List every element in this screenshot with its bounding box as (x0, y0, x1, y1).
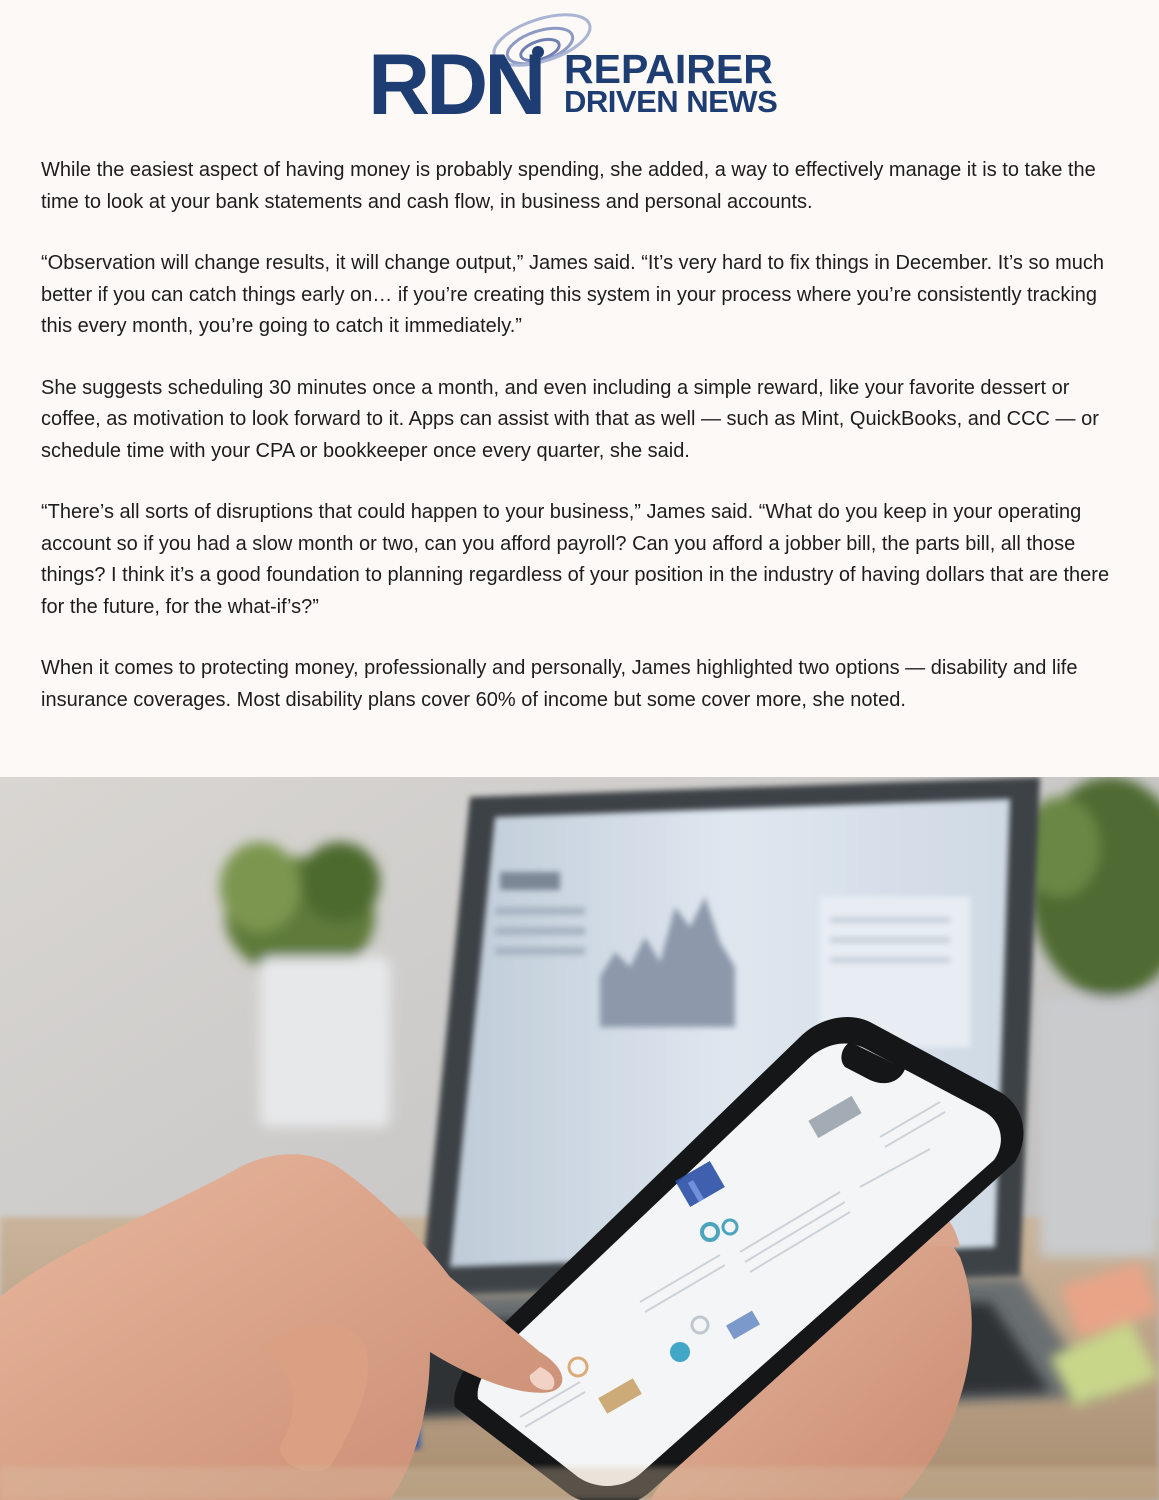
article-paragraph: She suggests scheduling 30 minutes once a month, and even including a simple reward, like your favorite dessert or coffee, as motivation to look forward to it. Apps can assist with that as well — such as Mint, QuickBooks, and CCC — or schedule time with your CPA or bookkeeper once every quarter, she said. (41, 376, 1099, 462)
article-photo (0, 777, 1159, 1500)
logo-line-repairer: REPAIRER (564, 46, 773, 92)
masthead (0, 0, 1159, 133)
logo-initials: RDN (368, 37, 543, 133)
article-paragraph: “There’s all sorts of disruptions that could happen to your business,” James said. “What do you keep in your operating account so if you had a slow month or two, can you afford payroll? Can you afford a jobber bill, the parts bill, all those things? I think it’s a good foundation to planning regardless of your position in the industry of having dollars that are there for the future, for the what-if’s?” (41, 501, 1110, 618)
article-paragraph: While the easiest aspect of having money is probably spending, she added, a way to effectively manage it is to take the time to look at your bank statements and cash flow, in business and personal accounts. (41, 159, 1096, 213)
article-body (41, 155, 1121, 746)
plant-right (1020, 777, 1159, 1257)
article-paragraph: When it comes to protecting money, professionally and personally, James highlighted two options — disability and life insurance coverages. Most disability plans cover 60% of income but some cover more, she noted. (41, 657, 1078, 711)
article-paragraph: “Observation will change results, it will change output,” James said. “It’s very hard to fix things in December. It’s so much better if you can catch things early on… if you’re creating this system in your process where you’re consistently tracking this every month, you’re going to catch it immediately.” (41, 252, 1105, 337)
photo-illustration (0, 777, 1159, 1500)
logo-line-driven-news: DRIVEN NEWS (564, 84, 778, 119)
rdn-logo[interactable] (368, 10, 798, 133)
